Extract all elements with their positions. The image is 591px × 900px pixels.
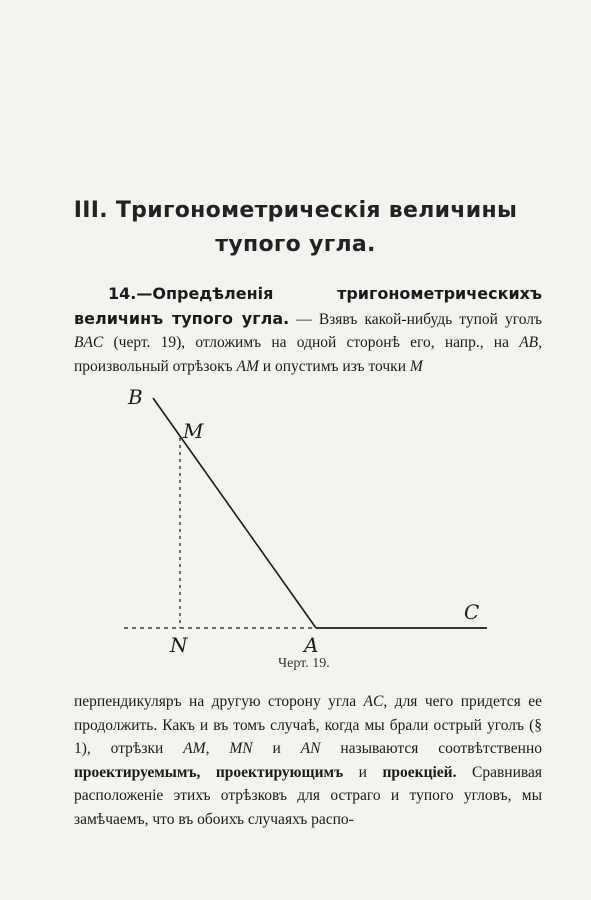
paragraph-projections bbox=[74, 690, 542, 831]
math-ab: AB bbox=[519, 334, 539, 351]
math-an: AN bbox=[300, 740, 321, 757]
segment-ab bbox=[153, 398, 316, 628]
term-projection: проекціей. bbox=[382, 763, 457, 781]
text: и опустимъ изъ точки bbox=[258, 357, 410, 375]
math-m: M bbox=[409, 357, 423, 375]
text: и bbox=[252, 740, 301, 757]
figure-caption: Черт. 19. bbox=[278, 656, 330, 671]
text: , произвольный отрѣзокъ bbox=[74, 334, 542, 375]
label-n: N bbox=[170, 633, 188, 657]
label-a: A bbox=[304, 633, 319, 657]
text: , bbox=[205, 740, 230, 757]
section-heading: 14.—Опредѣленія тригонометрическихъ величинъ тупого угла. bbox=[74, 284, 542, 328]
text: — Взявъ какой-нибудь тупой уголъ bbox=[289, 310, 542, 328]
text: перпендикуляръ на другую сторону угла bbox=[74, 693, 364, 710]
text: и bbox=[343, 763, 383, 781]
label-c: C bbox=[464, 600, 480, 624]
label-m: M bbox=[183, 419, 204, 443]
chapter-title-line-2: тупого угла. bbox=[215, 232, 376, 257]
math-am: AM bbox=[183, 740, 206, 757]
math-mn: MN bbox=[229, 740, 253, 757]
math-ac: AC bbox=[363, 693, 384, 710]
term-projected: проектируемымъ, проектирующимъ bbox=[74, 763, 344, 781]
chapter-title-line-1: III. Тригонометрическія величины bbox=[73, 198, 518, 223]
text: , для чего придется ее продолжить. Какъ и въ томъ случаѣ, когда мы брали острый уголъ (§ 1), отрѣзки bbox=[74, 693, 543, 757]
label-b: B bbox=[128, 385, 143, 409]
math-bac: BAC bbox=[74, 334, 104, 351]
math-am: AM bbox=[236, 357, 259, 375]
text: (черт. 19), отложимъ на одной сторонѣ его, напр., на bbox=[103, 334, 520, 351]
text: Сравнивая расположеніе этихъ отрѣзковъ для остраго и тупого угловъ, мы замѣчаемъ, что въ обоихъ случаяхъ распо- bbox=[74, 763, 543, 828]
text: называются соотвѣтственно bbox=[320, 740, 543, 757]
